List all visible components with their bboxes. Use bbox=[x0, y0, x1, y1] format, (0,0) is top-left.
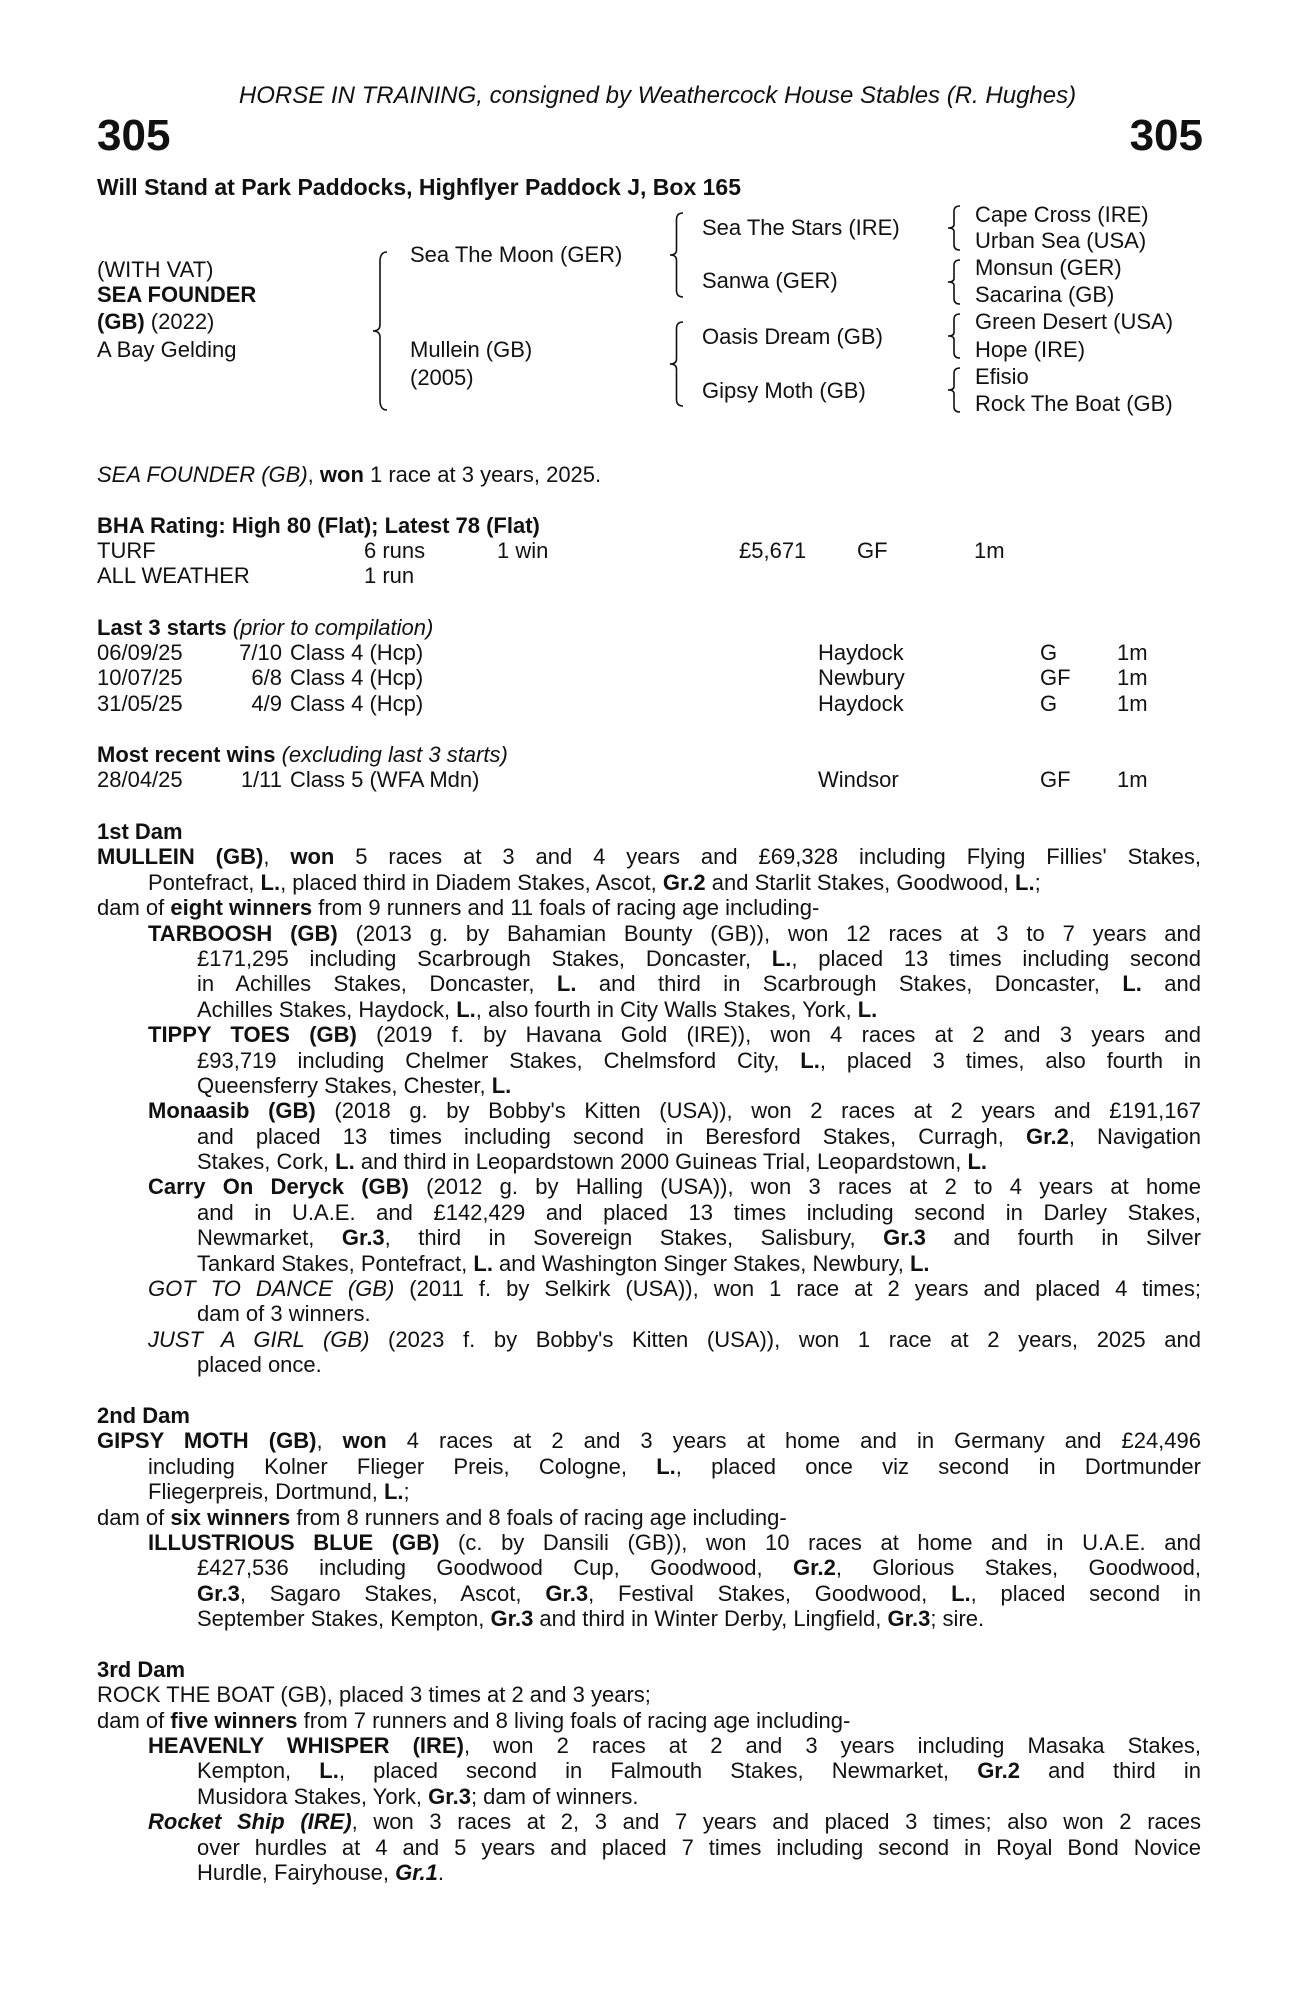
text-line bbox=[97, 921, 1201, 946]
emphasis-text: L. bbox=[951, 1580, 971, 1606]
text-run: Tankard Stakes, Pontefract, bbox=[197, 1250, 474, 1276]
emphasis-text: Gr.3 bbox=[887, 1606, 931, 1632]
emphasis-text: six winners bbox=[170, 1504, 291, 1530]
text-run: £93,719 including Chelmer Stakes, Chelmsford City, bbox=[197, 1047, 801, 1073]
start-position: 1/11 bbox=[240, 767, 282, 792]
text-run: Hurdle, Fairyhouse, bbox=[197, 1860, 396, 1886]
emphasis-text: Rocket Ship (IRE) bbox=[148, 1809, 352, 1835]
text-run: , placed 3 times, also fourth in bbox=[819, 1047, 1201, 1073]
text-run: and third in Scarbrough Stakes, Doncaster, bbox=[576, 971, 1123, 997]
text-line bbox=[97, 946, 1201, 971]
emphasis-text: L. bbox=[1015, 869, 1035, 895]
text-run: , placed third in Diadem Stakes, Ascot, bbox=[280, 869, 663, 895]
text-run: and third in bbox=[1020, 1758, 1201, 1784]
emphasis-text: MULLEIN (GB) bbox=[97, 844, 264, 870]
start-going: G bbox=[1040, 690, 1058, 716]
pedigree-brace-gen4-4 bbox=[948, 368, 960, 412]
text-line bbox=[97, 1251, 1201, 1276]
start-race: Class 4 (Hcp) bbox=[290, 665, 424, 691]
text-run: dam of bbox=[97, 895, 171, 921]
emphasis-text: Gr.2 bbox=[793, 1555, 836, 1581]
dam-heading: 2nd Dam bbox=[97, 1402, 190, 1428]
pedigree-gen3-4: Gipsy Moth (GB) bbox=[702, 378, 866, 403]
emphasis-text: Carry On Deryck (GB) bbox=[148, 1174, 409, 1200]
text-run: , bbox=[263, 844, 291, 870]
pedigree-dam-year: (2005) bbox=[410, 365, 474, 390]
text-line bbox=[97, 1048, 1201, 1073]
text-run: and third in Leopardstown 2000 Guineas Trial, Leopardstown, bbox=[354, 1149, 968, 1175]
text-line bbox=[97, 1505, 1201, 1530]
start-race: Class 4 (Hcp) bbox=[290, 690, 424, 716]
recent-wins-title: Most recent wins bbox=[97, 742, 276, 767]
text-run: ROCK THE BOAT (GB), placed 3 times at 2 and 3 years; bbox=[97, 1682, 651, 1708]
pedigree-brace-gen4-1 bbox=[948, 206, 960, 250]
text-line bbox=[97, 1098, 1201, 1123]
last-starts-heading bbox=[97, 615, 433, 640]
text-run: Kempton, bbox=[197, 1758, 320, 1784]
summary-rest: 1 race at 3 years, 2025. bbox=[363, 462, 602, 487]
text-run: including Kolner Flieger Preis, Cologne, bbox=[148, 1453, 657, 1479]
emphasis-text: L. bbox=[857, 996, 878, 1022]
pedigree-gen3-1: Sea The Stars (IRE) bbox=[702, 215, 900, 240]
text-line bbox=[97, 1784, 1201, 1809]
text-run: dam of bbox=[97, 1707, 171, 1733]
text-run: , Sagaro Stakes, Ascot, bbox=[239, 1580, 546, 1606]
emphasis-text: L. bbox=[383, 1479, 404, 1505]
lot-number-left: 305 bbox=[97, 111, 171, 160]
text-run: , third in Sovereign Stakes, Salisbury, bbox=[384, 1225, 884, 1251]
text-run: £427,536 including Goodwood Cup, Goodwood, bbox=[197, 1555, 794, 1581]
text-run: and fourth in Silver bbox=[925, 1225, 1201, 1251]
summary-name: SEA FOUNDER (GB) bbox=[97, 462, 308, 487]
emphasis-text: GOT TO DANCE (GB) bbox=[148, 1276, 395, 1302]
recent-wins-heading bbox=[97, 742, 508, 767]
text-line bbox=[97, 1073, 1201, 1098]
emphasis-text: L. bbox=[1122, 971, 1142, 997]
dam-heading: 3rd Dam bbox=[97, 1656, 186, 1682]
horse-country: (GB) bbox=[97, 309, 145, 334]
rating-surface: ALL WEATHER bbox=[97, 563, 250, 589]
text-run: (c. by Dansili (GB)), won 10 races at home and in U.A.E. and bbox=[439, 1529, 1201, 1555]
start-distance: 1m bbox=[1117, 767, 1148, 792]
text-run: and Starlit Stakes, Goodwood, bbox=[705, 869, 1016, 895]
text-run: from 9 runners and 11 foals of racing age including- bbox=[312, 895, 820, 921]
text-line bbox=[97, 1149, 1201, 1174]
text-run: , placed 13 times including second bbox=[791, 945, 1201, 971]
dam-heading: 1st Dam bbox=[97, 819, 183, 844]
text-run: placed once. bbox=[197, 1352, 322, 1378]
emphasis-text: Gr.3 bbox=[341, 1225, 385, 1251]
pedigree-gen4-7: Efisio bbox=[975, 364, 1029, 389]
start-distance: 1m bbox=[1117, 665, 1148, 691]
text-run: , placed second in Falmouth Stakes, Newmarket, bbox=[338, 1758, 978, 1784]
text-line bbox=[97, 1581, 1201, 1606]
text-line bbox=[97, 1479, 1201, 1504]
horse-description: A Bay Gelding bbox=[97, 337, 237, 362]
blank-line bbox=[97, 1378, 1201, 1403]
emphasis-text: TIPPY TOES (GB) bbox=[148, 1022, 357, 1048]
rating-wins: 1 win bbox=[497, 538, 549, 563]
horse-year: (2022) bbox=[150, 309, 215, 334]
text-line bbox=[97, 1555, 1201, 1580]
text-line bbox=[97, 1809, 1201, 1834]
text-run: ; bbox=[403, 1479, 410, 1505]
text-line bbox=[97, 1276, 1201, 1301]
emphasis-text: L. bbox=[335, 1149, 355, 1175]
text-line bbox=[97, 1174, 1201, 1199]
text-run: (2023 f. by Bobby's Kitten (USA)), won 1 race at 2 years, 2025 and bbox=[369, 1326, 1201, 1352]
start-date: 06/09/25 bbox=[97, 640, 183, 665]
start-course: Haydock bbox=[818, 640, 904, 665]
emphasis-text: L. bbox=[456, 996, 476, 1022]
pedigree-gen4-5: Green Desert (USA) bbox=[975, 309, 1174, 334]
emphasis-text: TARBOOSH (GB) bbox=[148, 920, 338, 946]
text-run: (2012 g. by Halling (USA)), won 3 races at 2 to 4 years at home bbox=[408, 1174, 1201, 1200]
text-run: Stakes, Cork, bbox=[197, 1149, 336, 1175]
text-line bbox=[97, 971, 1201, 996]
emphasis-text: L. bbox=[800, 1047, 820, 1073]
text-line bbox=[97, 870, 1201, 895]
lot-number-right: 305 bbox=[1129, 111, 1203, 160]
emphasis-text: Monaasib (GB) bbox=[148, 1098, 316, 1124]
text-run: (2011 f. by Selkirk (USA)), won 1 race at 2 years and placed 4 times; bbox=[394, 1276, 1201, 1302]
text-run: in Achilles Stakes, Doncaster, bbox=[197, 971, 557, 997]
emphasis-text: Gr.2 bbox=[662, 869, 706, 895]
text-run: and third in Winter Derby, Lingfield, bbox=[533, 1606, 888, 1632]
text-line bbox=[97, 997, 1201, 1022]
pedigree-brace-gen4-2 bbox=[948, 260, 960, 304]
text-line bbox=[97, 1860, 1201, 1885]
text-run: ; bbox=[1034, 869, 1041, 895]
rating-surface: TURF bbox=[97, 538, 156, 563]
pedigree-gen4-6: Hope (IRE) bbox=[975, 337, 1086, 362]
start-date: 31/05/25 bbox=[97, 690, 183, 716]
emphasis-text: L. bbox=[656, 1453, 676, 1479]
start-position: 7/10 bbox=[239, 640, 282, 665]
stand-location: Will Stand at Park Paddocks, Highflyer Paddock J, Box 165 bbox=[97, 174, 741, 200]
emphasis-text: five winners bbox=[170, 1707, 298, 1733]
emphasis-text: L. bbox=[556, 971, 577, 997]
emphasis-text: GIPSY MOTH (GB) bbox=[97, 1428, 317, 1454]
text-line bbox=[97, 1124, 1201, 1149]
vat-note: (WITH VAT) bbox=[97, 257, 214, 282]
text-run: and placed 13 times including second in Beresford Stakes, Curragh, bbox=[197, 1123, 1026, 1149]
rating-runs: 6 runs bbox=[364, 538, 426, 563]
emphasis-text: JUST A GIRL (GB) bbox=[148, 1326, 370, 1352]
start-distance: 1m bbox=[1117, 640, 1148, 665]
start-date: 28/04/25 bbox=[97, 767, 183, 792]
emphasis-text: ILLUSTRIOUS BLUE (GB) bbox=[148, 1529, 440, 1555]
text-run: from 7 runners and 8 living foals of racing age including- bbox=[297, 1707, 851, 1733]
text-run: dam of 3 winners. bbox=[197, 1301, 371, 1327]
text-run: Queensferry Stakes, Chester, bbox=[197, 1072, 492, 1098]
last-starts-note: (prior to compilation) bbox=[232, 615, 434, 640]
text-run: (2013 g. by Bahamian Bounty (GB)), won 12 races at 3 to 7 years and bbox=[337, 920, 1201, 946]
text-line bbox=[97, 1530, 1201, 1555]
rating-going: GF bbox=[857, 538, 888, 563]
last-starts-title: Last 3 starts bbox=[97, 615, 227, 640]
text-line bbox=[97, 1682, 1201, 1707]
start-date: 10/07/25 bbox=[97, 665, 183, 691]
emphasis-text: L. bbox=[771, 945, 792, 971]
emphasis-text: Gr.3 bbox=[545, 1580, 589, 1606]
pedigree-gen4-8: Rock The Boat (GB) bbox=[975, 391, 1173, 416]
start-course: Windsor bbox=[818, 767, 899, 792]
summary-sep: , bbox=[307, 462, 320, 487]
rating-distance: 1m bbox=[974, 538, 1005, 563]
text-line bbox=[97, 1352, 1201, 1377]
text-run: 5 races at 3 and 4 years and £69,328 including Flying Fillies' Stakes, bbox=[334, 844, 1201, 870]
pedigree-gen4-4: Sacarina (GB) bbox=[975, 282, 1115, 307]
horse-origin bbox=[97, 309, 214, 335]
text-run: , Festival Stakes, Goodwood, bbox=[588, 1580, 952, 1606]
text-line bbox=[97, 1200, 1201, 1225]
text-line bbox=[97, 1301, 1201, 1326]
text-run: over hurdles at 4 and 5 years and placed 7 times including second in Royal Bond Novice bbox=[197, 1834, 1201, 1860]
start-going: G bbox=[1040, 640, 1058, 665]
text-run: , Glorious Stakes, Goodwood, bbox=[835, 1555, 1201, 1581]
pedigree-dam: Mullein (GB) bbox=[410, 337, 533, 362]
summary-won: won bbox=[319, 462, 364, 487]
text-line bbox=[97, 1327, 1201, 1352]
text-run: Pontefract, bbox=[148, 869, 261, 895]
text-run: (2019 f. by Havana Gold (IRE)), won 4 races at 2 and 3 years and bbox=[356, 1022, 1201, 1048]
text-line bbox=[97, 1835, 1201, 1860]
text-run: and Washington Singer Stakes, Newbury, bbox=[492, 1250, 910, 1276]
text-line bbox=[97, 895, 1201, 920]
text-run: (2018 g. by Bobby's Kitten (USA)), won 2 races at 2 years and £191,167 bbox=[315, 1098, 1201, 1124]
text-run: Newmarket, bbox=[197, 1225, 342, 1251]
start-position: 4/9 bbox=[251, 690, 282, 716]
emphasis-text: HEAVENLY WHISPER (IRE) bbox=[148, 1733, 464, 1759]
text-run: , Navigation bbox=[1068, 1123, 1201, 1149]
text-line bbox=[97, 1758, 1201, 1783]
emphasis-text: eight winners bbox=[170, 895, 313, 921]
start-going: GF bbox=[1040, 767, 1071, 792]
start-distance: 1m bbox=[1117, 690, 1148, 716]
bha-rating-title: BHA Rating: High 80 (Flat); Latest 78 (Flat) bbox=[97, 513, 540, 538]
pedigree-gen4-3: Monsun (GER) bbox=[975, 255, 1122, 280]
rating-prize: £5,671 bbox=[739, 538, 807, 563]
pedigree-sire: Sea The Moon (GER) bbox=[410, 242, 623, 267]
emphasis-text: Gr.2 bbox=[977, 1758, 1020, 1784]
emphasis-text: L. bbox=[260, 869, 281, 895]
text-run: , won 2 races at 2 and 3 years including Masaka Stakes, bbox=[463, 1733, 1201, 1759]
emphasis-text: L. bbox=[473, 1250, 493, 1276]
text-line bbox=[97, 1733, 1201, 1758]
pedigree-gen3-2: Sanwa (GER) bbox=[702, 268, 838, 293]
emphasis-text: won bbox=[342, 1428, 387, 1454]
emphasis-text: won bbox=[290, 844, 335, 870]
pedigree-brace-sire-line bbox=[670, 213, 683, 297]
emphasis-text: Gr.3 bbox=[428, 1783, 471, 1809]
start-race: Class 5 (WFA Mdn) bbox=[290, 767, 480, 792]
emphasis-text: L. bbox=[491, 1072, 512, 1098]
emphasis-text: Gr.1 bbox=[395, 1860, 438, 1886]
rating-runs: 1 run bbox=[364, 563, 415, 589]
text-run: , placed second in bbox=[970, 1580, 1201, 1606]
text-run: dam of bbox=[97, 1504, 171, 1530]
start-position: 6/8 bbox=[251, 665, 282, 691]
text-line bbox=[97, 1022, 1201, 1047]
pedigree-gen4-2: Urban Sea (USA) bbox=[975, 228, 1147, 253]
text-line bbox=[97, 1454, 1201, 1479]
text-run: , won 3 races at 2, 3 and 7 years and placed 3 times; also won 2 races bbox=[351, 1809, 1201, 1835]
start-race: Class 4 (Hcp) bbox=[290, 640, 424, 665]
consignment-header: HORSE IN TRAINING, consigned by Weathercock House Stables (R. Hughes) bbox=[238, 82, 1077, 109]
emphasis-text: Gr.3 bbox=[197, 1580, 240, 1606]
pedigree-brace-sire-dam bbox=[373, 252, 387, 410]
text-run: ; sire. bbox=[930, 1606, 985, 1632]
start-going: GF bbox=[1040, 665, 1071, 691]
start-course: Newbury bbox=[818, 665, 905, 691]
text-run: , placed once viz second in Dortmunder bbox=[675, 1453, 1201, 1479]
text-run: ; dam of winners. bbox=[470, 1783, 639, 1809]
text-run: and in U.A.E. and £142,429 and placed 13 times including second in Darley Stakes, bbox=[197, 1199, 1201, 1225]
emphasis-text: Gr.2 bbox=[1026, 1123, 1069, 1149]
pedigree-brace-gen4-3 bbox=[948, 314, 960, 358]
start-course: Haydock bbox=[818, 690, 904, 716]
pedigree-gen4-1: Cape Cross (IRE) bbox=[975, 202, 1149, 227]
text-run: 4 races at 2 and 3 years at home and in Germany and £24,496 bbox=[386, 1428, 1201, 1454]
race-summary bbox=[97, 462, 601, 487]
text-run: Musidora Stakes, York, bbox=[197, 1783, 429, 1809]
emphasis-text: L. bbox=[967, 1149, 988, 1175]
text-line bbox=[97, 844, 1201, 869]
dam-notes bbox=[97, 819, 1201, 1885]
text-line bbox=[97, 1225, 1201, 1250]
blank-line bbox=[97, 1632, 1201, 1657]
text-line bbox=[97, 1606, 1201, 1631]
text-line bbox=[97, 1428, 1201, 1453]
text-run: . bbox=[437, 1860, 445, 1886]
text-run: £171,295 including Scarbrough Stakes, Doncaster, bbox=[197, 945, 772, 971]
text-run: , also fourth in City Walls Stakes, York, bbox=[475, 996, 858, 1022]
pedigree-brace-dam-line bbox=[670, 322, 683, 406]
text-run: from 8 runners and 8 foals of racing age including- bbox=[290, 1504, 787, 1530]
text-line bbox=[97, 1708, 1201, 1733]
emphasis-text: L. bbox=[909, 1250, 930, 1276]
text-run: September Stakes, Kempton, bbox=[197, 1606, 491, 1632]
emphasis-text: Gr.3 bbox=[490, 1606, 534, 1632]
text-run: and bbox=[1141, 971, 1201, 997]
text-run: Achilles Stakes, Haydock, bbox=[197, 996, 457, 1022]
emphasis-text: L. bbox=[319, 1758, 339, 1784]
text-run: , bbox=[316, 1428, 343, 1454]
text-run: Fliegerpreis, Dortmund, bbox=[148, 1479, 384, 1505]
recent-wins-note: (excluding last 3 starts) bbox=[281, 742, 508, 767]
horse-name: SEA FOUNDER bbox=[97, 282, 257, 307]
pedigree-gen3-3: Oasis Dream (GB) bbox=[702, 324, 883, 349]
emphasis-text: Gr.3 bbox=[883, 1225, 926, 1251]
